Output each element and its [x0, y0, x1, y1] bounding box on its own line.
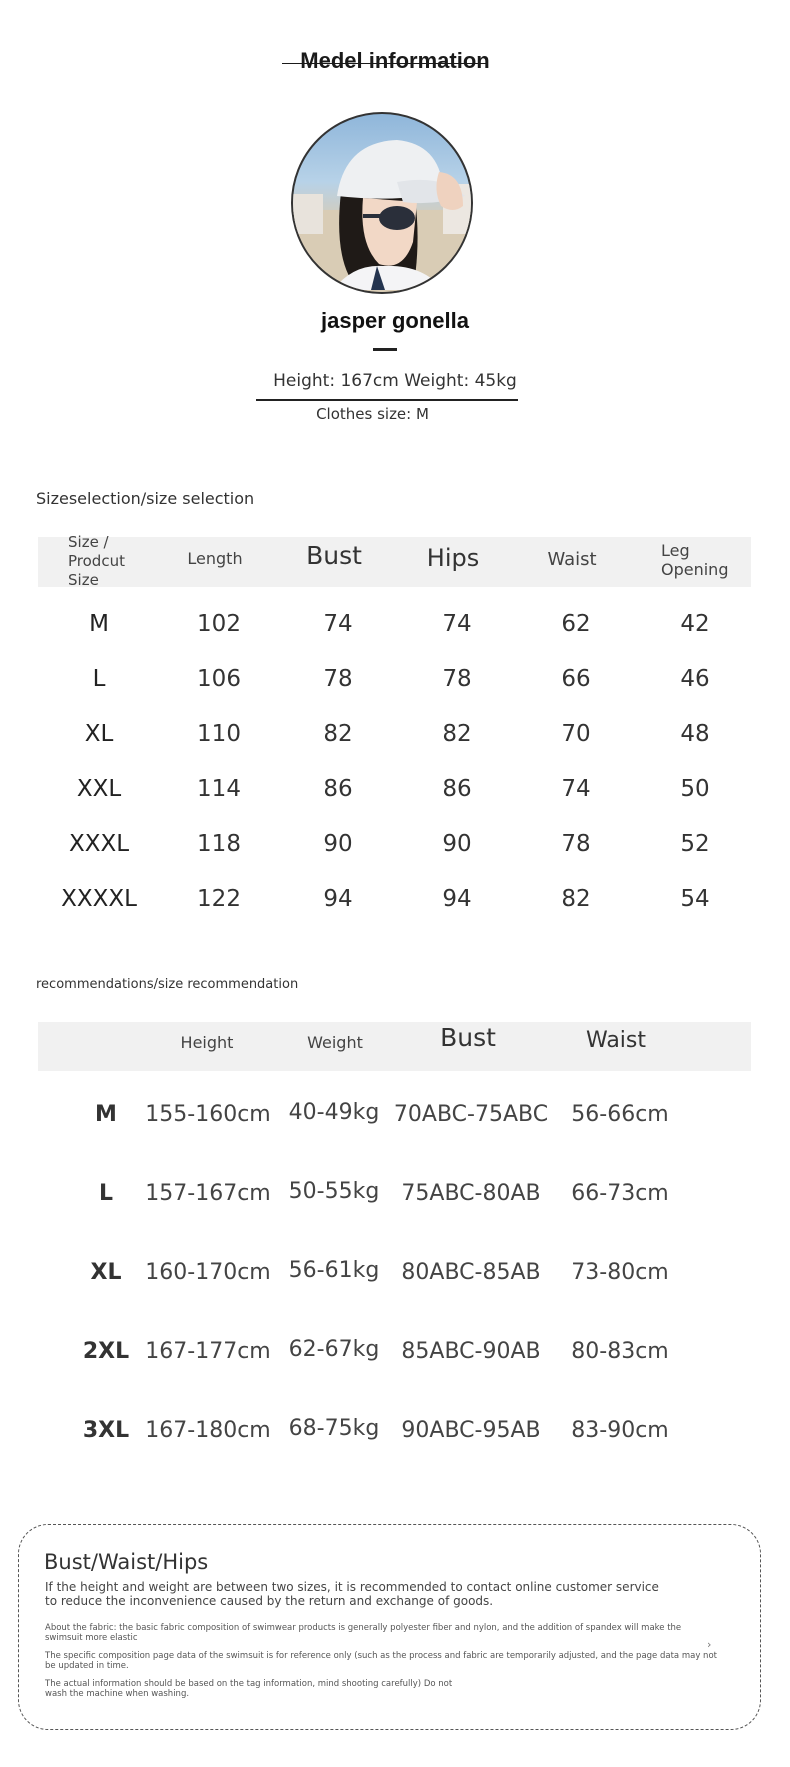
length-cell: 106 [197, 666, 241, 692]
model-avatar [291, 112, 473, 294]
height-cell: 160-170cm [145, 1260, 271, 1285]
leg-opening-cell: 50 [680, 776, 710, 802]
size-cell: M [89, 611, 109, 637]
notes-title: Bust/Waist/Hips [44, 1550, 209, 1574]
waist-cell: 74 [561, 776, 591, 802]
hips-cell: 78 [442, 666, 472, 692]
height-weight-underline [256, 399, 518, 401]
waist-cell: 80-83cm [571, 1339, 669, 1364]
hips-cell: 82 [442, 721, 472, 747]
size-table-header-size: Size / Prodcut Size [68, 533, 125, 589]
size-table-header-hips: Hips [426, 544, 480, 572]
bust-cell: 75ABC-80AB [401, 1181, 541, 1206]
size-cell: L [98, 1181, 114, 1206]
waist-cell: 82 [561, 886, 591, 912]
name-underline [373, 348, 397, 351]
leg-opening-cell: 52 [680, 831, 710, 857]
length-cell: 118 [197, 831, 241, 857]
rec-table-header-waist: Waist [585, 1028, 647, 1053]
leg-opening-cell: 42 [680, 611, 710, 637]
bust-cell: 94 [323, 886, 353, 912]
height-cell: 167-180cm [145, 1418, 271, 1443]
leg-opening-cell: 46 [680, 666, 710, 692]
height-cell: 155-160cm [145, 1102, 271, 1127]
size-recommendation-heading: recommendations/size recommendation [36, 977, 299, 992]
bust-cell: 74 [323, 611, 353, 637]
length-cell: 110 [197, 721, 241, 747]
bust-cell: 85ABC-90AB [401, 1339, 541, 1364]
waist-cell: 83-90cm [571, 1418, 669, 1443]
hips-cell: 94 [442, 886, 472, 912]
waist-cell: 66-73cm [571, 1181, 669, 1206]
height-cell: 167-177cm [145, 1339, 271, 1364]
bust-cell: 78 [323, 666, 353, 692]
bust-cell: 70ABC-75ABC [393, 1102, 549, 1127]
leg-opening-cell: 48 [680, 721, 710, 747]
size-table-header-bust: Bust [306, 541, 362, 570]
model-photo-illustration [293, 114, 473, 294]
weight-cell: 50-55kg [288, 1179, 380, 1204]
rec-table-header-weight: Weight [307, 1033, 363, 1052]
size-cell: XXXL [68, 831, 130, 857]
hips-cell: 90 [442, 831, 472, 857]
size-cell: 2XL [82, 1339, 130, 1364]
bust-cell: 80ABC-85AB [401, 1260, 541, 1285]
bust-cell: 82 [323, 721, 353, 747]
size-table-header-waist: Waist [547, 549, 597, 570]
model-height-weight: Height: 167cm Weight: 45kg [273, 371, 517, 391]
weight-cell: 40-49kg [288, 1100, 380, 1125]
waist-cell: 78 [561, 831, 591, 857]
rec-table-header-height: Height [180, 1033, 234, 1052]
model-clothes-size: Clothes size: M [316, 405, 429, 423]
hips-cell: 74 [442, 611, 472, 637]
notes-intro: If the height and weight are between two sizes, it is recommended to contact online customer service to reduce the inconvenience caused by the return and exchange of goods. [45, 1580, 659, 1608]
model-section-title: Medel information [300, 48, 490, 73]
waist-cell: 56-66cm [571, 1102, 669, 1127]
bust-cell: 90ABC-95AB [401, 1418, 541, 1443]
bust-cell: 86 [323, 776, 353, 802]
size-cell: XL [90, 1260, 122, 1285]
size-cell: XL [84, 721, 114, 747]
notes-composition: The specific composition page data of the swimsuit is for reference only (such as the process and fabric are temporarily adjusted, and the page data may not be updated in time. [45, 1651, 717, 1671]
waist-cell: 73-80cm [571, 1260, 669, 1285]
weight-cell: 56-61kg [288, 1258, 380, 1283]
size-cell: XXXXL [61, 886, 137, 912]
length-cell: 102 [197, 611, 241, 637]
leg-opening-cell: 54 [680, 886, 710, 912]
size-cell: M [95, 1102, 117, 1127]
size-cell: 3XL [82, 1418, 130, 1443]
length-cell: 114 [197, 776, 241, 802]
weight-cell: 68-75kg [288, 1416, 380, 1441]
size-table-header-length: Length [187, 549, 243, 568]
hips-cell: 86 [442, 776, 472, 802]
size-table-header-leg-opening: Leg Opening [661, 541, 729, 579]
notes-fabric: About the fabric: the basic fabric composition of swimwear products is generally polyester fiber and nylon, and the addition of spandex will make the swimsuit more elastic [45, 1623, 682, 1643]
bust-cell: 90 [323, 831, 353, 857]
rec-table-header-bust: Bust [440, 1023, 496, 1052]
weight-cell: 62-67kg [288, 1337, 380, 1362]
height-cell: 157-167cm [145, 1181, 271, 1206]
length-cell: 122 [197, 886, 241, 912]
waist-cell: 66 [561, 666, 591, 692]
model-name: jasper gonella [321, 308, 469, 333]
waist-cell: 62 [561, 611, 591, 637]
size-selection-heading: Sizeselection/size selection [36, 489, 255, 508]
notes-tag: The actual information should be based on the tag information, mind shooting carefully) Do not wash the machine when washing. [45, 1679, 453, 1699]
waist-cell: 70 [561, 721, 591, 747]
chevron-right-icon: › [707, 1638, 712, 1651]
size-cell: XXL [76, 776, 122, 802]
size-cell: L [92, 666, 106, 692]
